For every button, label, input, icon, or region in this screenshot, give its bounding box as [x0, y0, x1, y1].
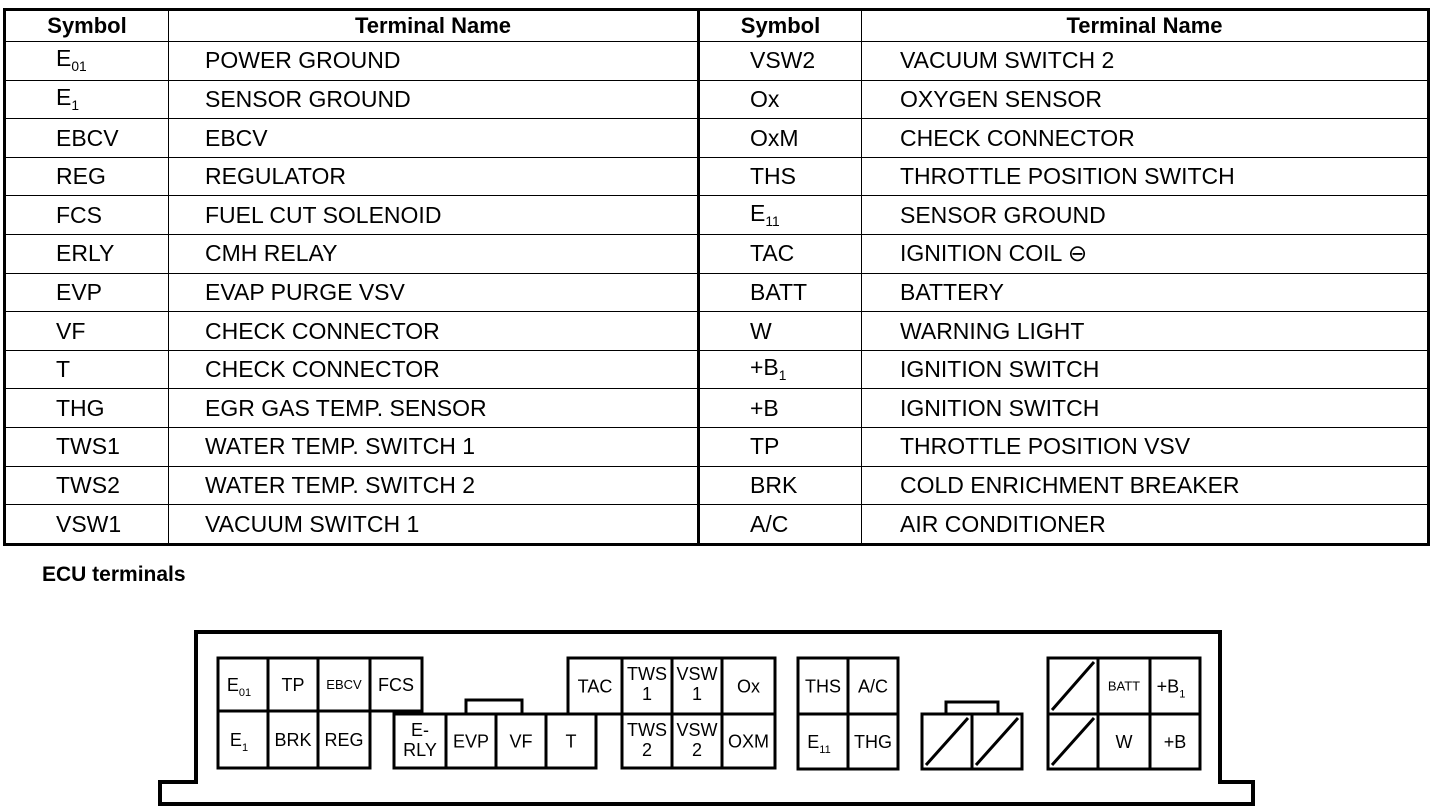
- symbol-cell: A/C: [699, 505, 862, 545]
- pin-label-b: +B: [1163, 731, 1187, 752]
- symbol-cell: TWS1: [5, 428, 169, 467]
- terminal-name-cell: EGR GAS TEMP. SENSOR: [169, 389, 699, 428]
- terminal-name-cell: EVAP PURGE VSV: [169, 273, 699, 312]
- pin-e11: [798, 714, 848, 769]
- terminal-name-cell: BATTERY: [862, 273, 1429, 312]
- symbol-cell: T: [5, 350, 169, 389]
- empty-cavity-slash: [1052, 662, 1094, 710]
- header-terminal-name: Terminal Name: [862, 10, 1429, 42]
- pin-label-e01: $E_{01}$: [226, 674, 252, 699]
- terminal-name-cell: VACUUM SWITCH 2: [862, 42, 1429, 81]
- symbol-cell: REG: [5, 157, 169, 196]
- pin-e01: [218, 658, 268, 711]
- symbol-cell: $E_{01}$: [5, 42, 169, 81]
- connector-latch: [466, 700, 522, 714]
- terminal-name-cell: WARNING LIGHT: [862, 312, 1429, 351]
- pin-label-ebcv: EBCV: [326, 677, 362, 693]
- symbol-cell: BRK: [699, 466, 862, 505]
- symbol-cell: EBCV: [5, 119, 169, 158]
- terminal-name-cell: OXYGEN SENSOR: [862, 80, 1429, 119]
- pin-label-batt: BATT: [1107, 678, 1141, 694]
- pin-label-thg: THG: [854, 731, 892, 752]
- symbol-cell: TAC: [699, 235, 862, 274]
- pin-label-tws2: TWS 2: [627, 720, 667, 760]
- pin-label-oxm: OXM: [727, 731, 770, 752]
- symbol-cell: ERLY: [5, 235, 169, 274]
- pin-e1: [218, 711, 268, 768]
- pin-label-fcs: FCS: [378, 674, 414, 695]
- pin-label-vsw1: VSW 1: [676, 664, 718, 704]
- pin-label-w: W: [1115, 731, 1133, 752]
- terminal-name-cell: THROTTLE POSITION VSV: [862, 428, 1429, 467]
- header-terminal-name: Terminal Name: [169, 10, 699, 42]
- pin-label-tac: TAC: [577, 676, 613, 697]
- symbol-cell: FCS: [5, 196, 169, 235]
- pin-label-e1: $E_1$: [229, 729, 249, 754]
- terminal-name-cell: VACUUM SWITCH 1: [169, 505, 699, 545]
- terminal-name-cell: IGNITION COIL ⊖: [862, 235, 1429, 274]
- empty-cavity-slash: [926, 718, 968, 765]
- terminal-name-cell: EBCV: [169, 119, 699, 158]
- symbol-cell: TP: [699, 428, 862, 467]
- connector-latch: [946, 702, 998, 714]
- terminal-name-cell: COLD ENRICHMENT BREAKER: [862, 466, 1429, 505]
- terminal-name-cell: WATER TEMP. SWITCH 2: [169, 466, 699, 505]
- pin-label-t: T: [565, 731, 577, 752]
- pin-label-reg: REG: [324, 729, 364, 750]
- empty-cavity-slash: [1052, 718, 1094, 765]
- terminal-name-cell: CHECK CONNECTOR: [169, 350, 699, 389]
- terminal-name-cell: SENSOR GROUND: [862, 196, 1429, 235]
- symbol-cell: VF: [5, 312, 169, 351]
- pin-label-b1: $+B_1$: [1156, 676, 1186, 701]
- pin-label-ox: Ox: [736, 676, 761, 697]
- terminal-name-cell: POWER GROUND: [169, 42, 699, 81]
- terminal-name-cell: CHECK CONNECTOR: [169, 312, 699, 351]
- symbol-cell: W: [699, 312, 862, 351]
- pin-label-ths: THS: [805, 676, 841, 697]
- terminal-name-cell: CMH RELAY: [169, 235, 699, 274]
- symbol-cell: VSW1: [5, 505, 169, 545]
- symbol-cell: OxM: [699, 119, 862, 158]
- terminal-name-cell: IGNITION SWITCH: [862, 389, 1429, 428]
- symbol-cell: $+B_1$: [699, 350, 862, 389]
- terminal-name-cell: IGNITION SWITCH: [862, 350, 1429, 389]
- pin-label-brk: BRK: [274, 729, 312, 750]
- symbol-cell: TWS2: [5, 466, 169, 505]
- pin-label-erly: E-RLY: [403, 720, 437, 760]
- terminal-name-cell: WATER TEMP. SWITCH 1: [169, 428, 699, 467]
- terminal-name-cell: SENSOR GROUND: [169, 80, 699, 119]
- pin-label-vsw2: VSW 2: [676, 720, 718, 760]
- pin-label-tp: TP: [281, 674, 305, 695]
- pin-label-evp: EVP: [452, 731, 490, 752]
- header-symbol: Symbol: [5, 10, 169, 42]
- terminal-name-cell: FUEL CUT SOLENOID: [169, 196, 699, 235]
- symbol-cell: $E_{11}$: [699, 196, 862, 235]
- pin-label-tws1: TWS 1: [627, 664, 667, 704]
- pin-label-ac: A/C: [857, 676, 889, 697]
- terminal-name-cell: AIR CONDITIONER: [862, 505, 1429, 545]
- symbol-cell: Ox: [699, 80, 862, 119]
- header-symbol: Symbol: [699, 10, 862, 42]
- terminal-name-cell: CHECK CONNECTOR: [862, 119, 1429, 158]
- symbol-cell: $E_1$: [5, 80, 169, 119]
- pin-label-e11: $E_{11}$: [807, 731, 831, 756]
- empty-cavity-slash: [976, 718, 1018, 765]
- symbol-cell: BATT: [699, 273, 862, 312]
- pin-label-vf: VF: [509, 731, 533, 752]
- caption: ECU terminals: [42, 563, 186, 586]
- terminal-name-cell: THROTTLE POSITION SWITCH: [862, 157, 1429, 196]
- symbol-cell: EVP: [5, 273, 169, 312]
- terminal-name-cell: REGULATOR: [169, 157, 699, 196]
- symbol-cell: VSW2: [699, 42, 862, 81]
- symbol-cell: THS: [699, 157, 862, 196]
- symbol-cell: THG: [5, 389, 169, 428]
- symbol-cell: +B: [699, 389, 862, 428]
